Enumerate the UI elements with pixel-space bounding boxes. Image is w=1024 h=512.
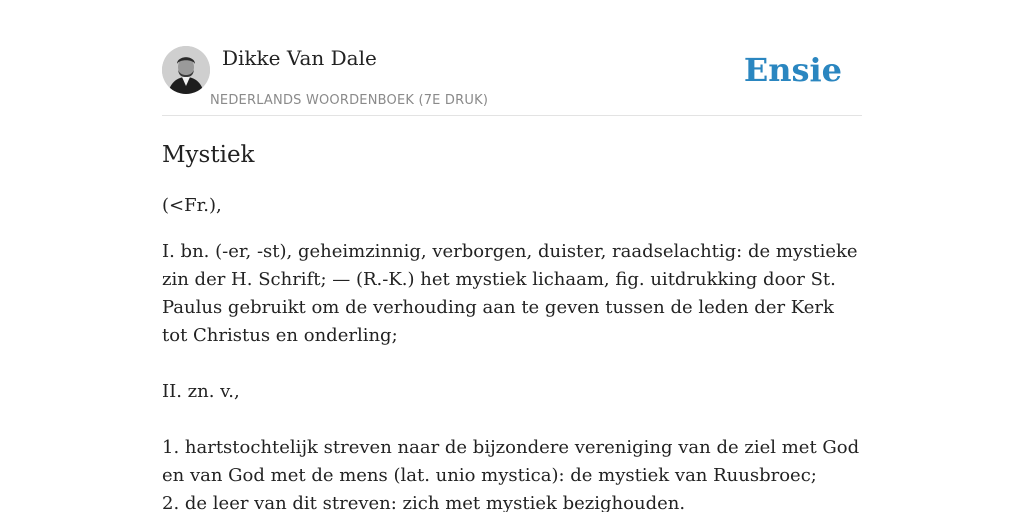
definition-sense-1: I. bn. (-er, -st), geheimzinnig, verborgen, duister, raadselachtig: de mystieke zin der H. Schrift; — (R.-K.) het mystiek lichaam, fig. uitdrukking door St. Paulus gebruikt om de verhouding aan te geven tussen de leden der Kerk tot Christus en onderling;: [162, 241, 858, 346]
spacer: [162, 406, 862, 434]
author-name[interactable]: Dikke Van Dale: [222, 46, 377, 70]
author-avatar[interactable]: [162, 46, 210, 94]
spacer: [162, 350, 862, 378]
article-content: [162, 140, 862, 512]
definition-sense-2-heading: II. zn. v.,: [162, 381, 240, 402]
etymology: (<Fr.),: [162, 195, 222, 216]
entry-title: Mystiek: [162, 142, 255, 168]
definition-subsense-2: 2. de leer van dit streven: zich met mystiek bezighouden.: [162, 493, 686, 512]
header: [162, 46, 862, 116]
portrait-icon: [162, 46, 210, 94]
definition-subsense-1: 1. hartstochtelijk streven naar de bijzondere vereniging van de ziel met God en van God met de mens (lat. unio mystica): de mystiek van Ruusbroec;: [162, 437, 860, 486]
brand-logo-link[interactable]: Ensie: [743, 51, 842, 89]
source-subtitle: NEDERLANDS WOORDENBOEK (7E DRUK): [210, 93, 489, 108]
